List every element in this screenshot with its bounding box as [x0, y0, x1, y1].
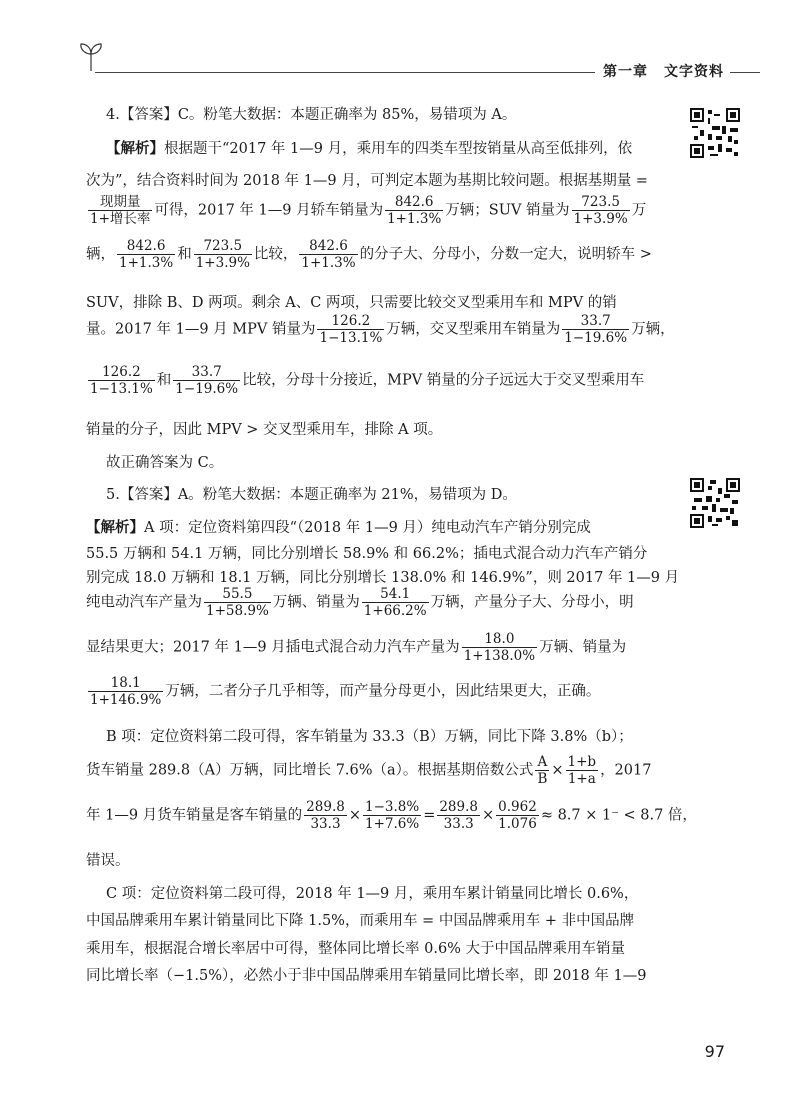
fraction [299, 238, 357, 271]
running-header [595, 61, 760, 81]
q4-conclusion: 故正确答案为 C。 [106, 455, 224, 471]
q5-option-c-line: 同比增长率（−1.5%），必然小于非中国品牌乘用车销量同比增长率，即 2018 年 1—9 [86, 968, 647, 984]
fraction [204, 586, 271, 619]
numerator: 18.1 [88, 675, 163, 692]
q5-answer: 5.【答案】A。粉笔大数据：本题正确率为 21%，易错项为 D。 [106, 487, 517, 503]
q4-analysis-line [106, 137, 632, 158]
numerator: 842.6 [385, 194, 443, 211]
fraction [88, 675, 163, 708]
text: 和 [156, 372, 172, 389]
text: 可得，2017 年 1—9 月轿车销量为 [154, 202, 384, 219]
q5-analysis-line [86, 675, 600, 708]
section-label: 文字资料 [664, 64, 724, 80]
fraction [362, 586, 429, 619]
text: × [551, 762, 564, 779]
q5-option-b-line [86, 799, 697, 832]
fraction [173, 364, 240, 397]
text: 万辆、销量为 [272, 594, 360, 611]
numerator: 126.2 [88, 364, 155, 381]
fraction [363, 799, 421, 832]
numerator: 1−3.8% [364, 799, 420, 815]
fraction [535, 754, 549, 787]
denominator: B [537, 771, 548, 787]
denominator: 1+58.9% [206, 603, 269, 619]
q4-answer: 4.【答案】C。粉笔大数据：本题正确率为 85%，易错项为 A。 [106, 107, 517, 123]
q5-analysis-line: 55.5 万辆和 54.1 万辆，同比分别增长 58.9% 和 66.2%；插电式混合动力汽车产销分 [86, 546, 648, 562]
numerator: 842.6 [117, 238, 175, 255]
analysis-tag: 【解析】 [86, 520, 144, 536]
fraction [88, 364, 155, 397]
fraction [437, 799, 480, 832]
numerator: A [535, 754, 549, 771]
q5-option-b: B 项：定位资料第二段可得，客车销量为 33.3（B）万辆，同比下降 3.8%（b）； [106, 729, 633, 745]
fraction [566, 754, 599, 787]
text: × [482, 807, 495, 824]
denominator: 1−13.1% [90, 381, 153, 397]
q5-analysis-line: 别完成 18.0 万辆和 18.1 万辆，同比分别增长 138.0% 和 146.9%”，则 2017 年 1—9 月 [86, 570, 680, 586]
text: 纯电动汽车产量为 [86, 594, 202, 611]
text: = [423, 807, 436, 824]
denominator: 1+3.9% [573, 211, 628, 227]
text: 比较，分母十分接近，MPV 销量的分子远远大于交叉型乘用车 [242, 372, 645, 389]
q4-analysis-line [86, 313, 675, 346]
text: 万 [631, 202, 647, 219]
denominator: 1−19.6% [175, 381, 239, 397]
numerator: 723.5 [194, 238, 252, 255]
denominator: 1+1.3% [301, 255, 356, 271]
denominator: 1+138.0% [463, 648, 536, 664]
denominator: 1+a [567, 771, 596, 787]
q5-option-c-line: 中国品牌乘用车累计销量同比下降 1.5%，而乘用车 = 中国品牌乘用车 + 非中国品牌 [86, 913, 635, 929]
text: × [348, 807, 361, 824]
denominator: 1−19.6% [564, 330, 628, 346]
q5-analysis-line [86, 586, 634, 619]
numerator: 289.8 [439, 799, 478, 815]
numerator: 54.1 [362, 586, 429, 603]
denominator: 1+7.6% [364, 816, 420, 832]
fraction [194, 238, 252, 271]
text: 万辆， [631, 321, 675, 338]
qr-code-icon[interactable] [690, 478, 740, 528]
numerator: 现期量 [88, 194, 152, 211]
numerator: 18.0 [462, 631, 537, 648]
text: 和 [177, 246, 192, 263]
text: 辆， [86, 246, 115, 263]
numerator: 289.8 [306, 799, 345, 815]
q4-analysis-line: 次为”，结合资料时间为 2018 年 1—9 月，可判定本题为基期比较问题。根据基期量 = [86, 173, 648, 189]
numerator: 33.7 [562, 313, 629, 330]
q5-option-b-line: 错误。 [86, 853, 130, 869]
denominator: 1−13.1% [319, 330, 383, 346]
text: 万辆，二者分子几乎相等，而产量分母更小，因此结果更大，正确。 [165, 683, 601, 700]
numerator: 126.2 [317, 313, 384, 330]
fraction [117, 238, 175, 271]
text: 量。2017 年 1—9 月 MPV 销量为 [86, 321, 316, 338]
text: 显结果更大；2017 年 1—9 月插电式混合动力汽车产量为 [86, 639, 460, 656]
q5-option-b-line [86, 754, 651, 787]
denominator: 1+3.9% [195, 255, 250, 271]
text: ≈ 8.7 × 1⁻ < 8.7 倍， [540, 807, 697, 824]
text: 年 1—9 月货车销量是客车销量的 [86, 807, 303, 824]
fraction [88, 194, 152, 227]
page-number: 97 [704, 1042, 725, 1061]
q4-analysis-line: SUV，排除 B、D 两项。剩余 A、C 两项，只需要比较交叉型乘用车和 MPV 的销 [86, 295, 617, 311]
text: ，2017 [600, 762, 652, 779]
fraction [317, 313, 384, 346]
denominator: 1+1.3% [119, 255, 174, 271]
denominator: 1+146.9% [90, 692, 162, 708]
numerator: 55.5 [204, 586, 271, 603]
numerator: 1+b [567, 754, 597, 770]
qr-code-icon[interactable] [690, 108, 740, 158]
fraction [462, 631, 537, 664]
denominator: 33.3 [443, 816, 474, 832]
numerator: 33.7 [173, 364, 240, 381]
q5-option-c-line: 乘用车，根据混合增长率居中可得，整体同比增长率 0.6% 大于中国品牌乘用车销量 [86, 941, 626, 957]
text: 万辆，交叉型乘用车销量为 [386, 321, 561, 338]
text: 万辆，产量分子大、分母小，明 [430, 594, 634, 611]
text: A 项：定位资料第四段“（2018 年 1—9 月）纯电动汽车产销分别完成 [144, 520, 591, 536]
numerator: 723.5 [572, 194, 630, 211]
q4-analysis-line [86, 238, 652, 271]
q5-analysis-line [86, 631, 626, 664]
q4-analysis-line: 销量的分子，因此 MPV > 交叉型乘用车，排除 A 项。 [86, 422, 443, 438]
fraction [572, 194, 630, 227]
fraction [304, 799, 347, 832]
q5-analysis-line [86, 516, 591, 537]
text: 的分子大、分母小，分数一定大，说明轿车 > [359, 246, 652, 263]
text: 比较， [253, 246, 298, 263]
text: 万辆；SUV 销量为 [445, 202, 570, 219]
leaf-icon [78, 42, 104, 72]
q5-option-c: C 项：定位资料第二段可得，2018 年 1—9 月，乘用车累计销量同比增长 0.6%， [106, 886, 639, 902]
denominator: 1+1.3% [387, 211, 442, 227]
analysis-tag: 【解析】 [106, 141, 164, 157]
denominator: 1+增长率 [90, 211, 151, 227]
fraction [385, 194, 443, 227]
numerator: 842.6 [299, 238, 357, 255]
denominator: 1.076 [498, 816, 537, 832]
text: 货车销量 289.8（A）万辆，同比增长 7.6%（a）。根据基期倍数公式 [86, 762, 534, 779]
q4-analysis-line [86, 194, 646, 227]
denominator: 33.3 [310, 816, 341, 832]
chapter-label: 第一章 [603, 64, 648, 80]
text: 万辆、销量为 [539, 639, 627, 656]
text: 根据题干“2017 年 1—9 月，乘用车的四类车型按销量从高至低排列，依 [164, 141, 633, 157]
fraction [496, 799, 539, 832]
denominator: 1+66.2% [363, 603, 427, 619]
q4-analysis-line [86, 364, 644, 397]
numerator: 0.962 [498, 799, 537, 815]
fraction [562, 313, 629, 346]
